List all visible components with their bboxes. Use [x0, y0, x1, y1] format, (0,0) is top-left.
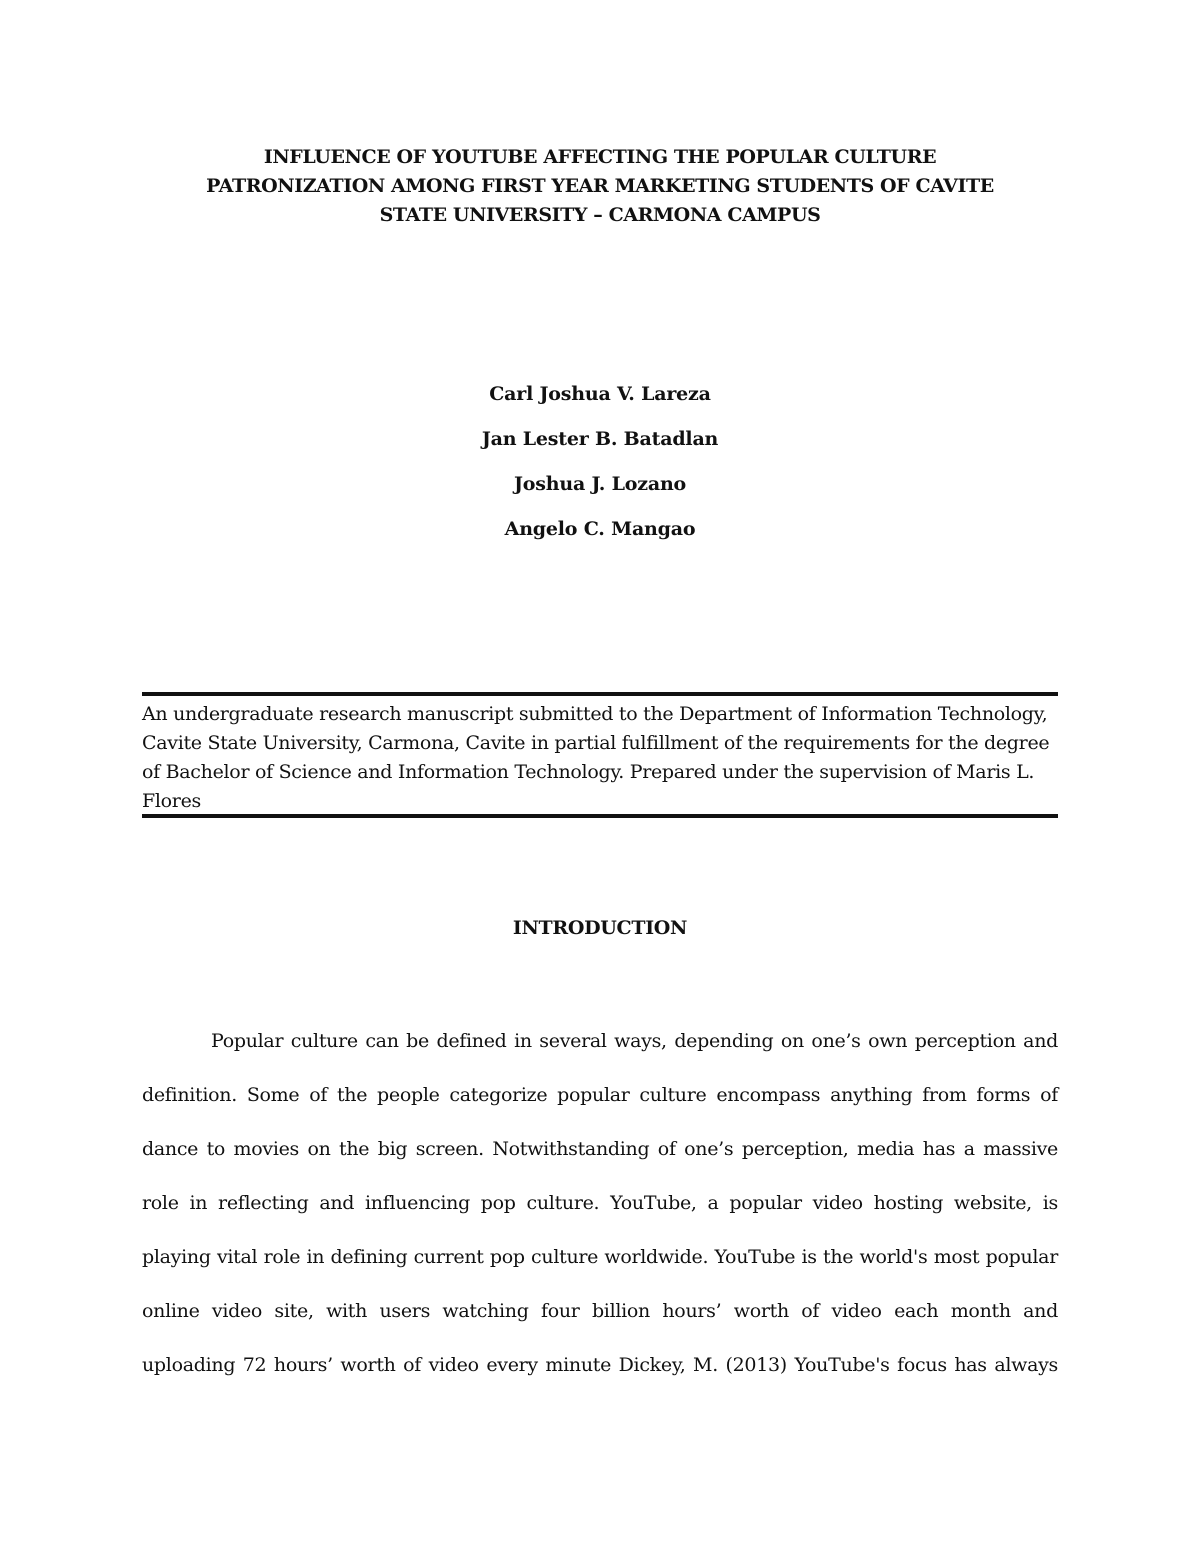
paragraph-line: role in reflecting and influencing pop culture. YouTube, a popular video hosting website, is	[142, 1192, 1058, 1214]
paragraph-line: dance to movies on the big screen. Notwithstanding of one’s perception, media has a massive	[142, 1138, 1058, 1160]
title-line: PATRONIZATION AMONG FIRST YEAR MARKETING STUDENTS OF CAVITE	[206, 175, 994, 197]
paragraph-line: online video site, with users watching four billion hours’ worth of video each month and	[142, 1300, 1058, 1322]
paragraph-line: playing vital role in defining current pop culture worldwide. YouTube is the world's most popular	[142, 1246, 1058, 1268]
author-name: Joshua J. Lozano	[513, 473, 687, 495]
abstract-top-rule	[142, 692, 1058, 696]
abstract-bottom-rule	[142, 814, 1058, 818]
author-name: Carl Joshua V. Lareza	[489, 383, 711, 405]
title-line: STATE UNIVERSITY – CARMONA CAMPUS	[379, 204, 821, 226]
statement-line: Flores	[142, 790, 201, 812]
paper-title	[140, 143, 1060, 230]
section-heading: INTRODUCTION	[512, 917, 688, 939]
statement-line: An undergraduate research manuscript submitted to the Department of Information Technology,	[142, 703, 1048, 725]
paragraph-line: uploading 72 hours’ worth of video every minute Dickey, M. (2013) YouTube's focus has always	[142, 1354, 1058, 1376]
author-name: Angelo C. Mangao	[504, 518, 696, 540]
statement-line: of Bachelor of Science and Information Technology. Prepared under the supervision of Maris L.	[142, 761, 1035, 783]
paragraph-line: definition. Some of the people categorize popular culture encompass anything from forms of	[142, 1084, 1058, 1106]
title-line: INFLUENCE OF YOUTUBE AFFECTING THE POPULAR CULTURE	[263, 146, 937, 168]
author-list	[140, 378, 1060, 558]
submission-statement	[142, 700, 1058, 816]
paragraph-line: Popular culture can be defined in several ways, depending on one’s own perception and	[211, 1030, 1058, 1052]
statement-line: Cavite State University, Carmona, Cavite in partial fulfillment of the requirements for the degree	[142, 732, 1050, 754]
introduction-paragraph	[142, 1025, 1058, 1403]
author-name: Jan Lester B. Batadlan	[481, 428, 719, 450]
